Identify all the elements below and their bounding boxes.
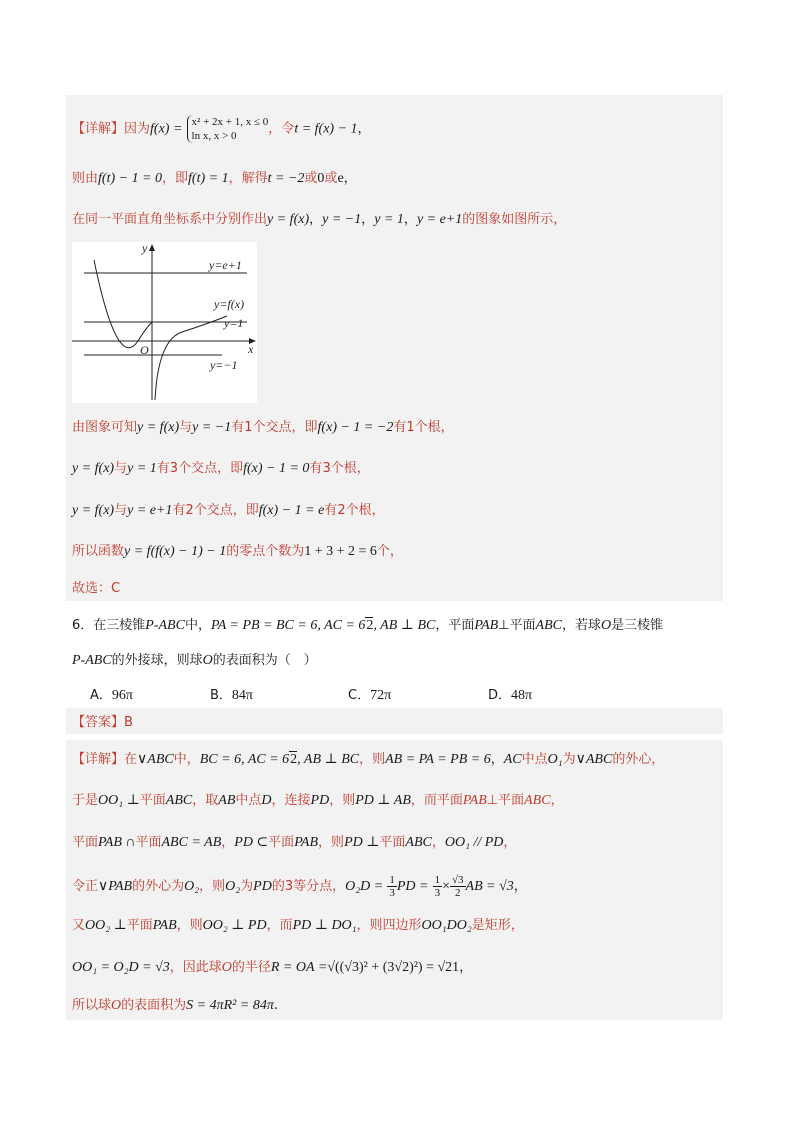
math: ABC	[535, 618, 562, 633]
math: S = 4πR² = 84π	[186, 998, 274, 1013]
math: , AB ⊥ BC	[373, 618, 436, 633]
math: y = e+1	[127, 503, 173, 518]
math: y = f(x)	[137, 420, 180, 435]
math: PD ⊂	[234, 835, 269, 850]
denominator: 3	[434, 887, 441, 899]
math: PAB	[294, 835, 319, 850]
math: ∨ABC	[575, 752, 613, 767]
text: 则由	[72, 171, 99, 186]
numerator: √3	[451, 874, 464, 886]
math: OO₁ = O₂D = √3	[72, 960, 170, 975]
text: 2	[185, 503, 194, 518]
text: ，	[513, 879, 527, 894]
math: ×	[442, 879, 450, 894]
text: 的零点个数为	[226, 544, 305, 559]
text: 由图象可知	[72, 420, 138, 435]
math: O₂	[225, 879, 241, 894]
math: PAB	[474, 618, 499, 633]
math-sqrt: 2	[290, 752, 298, 767]
text: 与	[114, 503, 128, 518]
result-line1	[72, 418, 454, 438]
text: 的表面积为（ ）	[212, 653, 317, 668]
text: 的表面积为	[121, 998, 187, 1013]
math: AC	[503, 752, 522, 767]
math: f(t) − 1 = 0	[98, 171, 163, 186]
math: PAB	[152, 918, 177, 933]
math: OO₂ ⊥	[85, 918, 127, 933]
text: 为	[240, 879, 254, 894]
text: ，	[459, 960, 473, 975]
text: ，	[550, 793, 564, 808]
text: 个交点，即	[178, 461, 244, 476]
text: 因为	[124, 121, 151, 137]
y-axis-arrow	[149, 244, 155, 251]
math: O₂D =	[345, 879, 384, 894]
numerator: 1	[389, 874, 395, 886]
text: ，	[503, 835, 517, 850]
solution1-line1	[72, 115, 371, 143]
math: , AB ⊥ BC	[297, 752, 360, 767]
text: 又	[72, 918, 86, 933]
text: ，	[221, 835, 235, 850]
label-y-e1: y=e+1	[209, 258, 242, 272]
math: f(t) = 1	[188, 171, 229, 186]
math: BC = 6, AC = 6	[199, 752, 290, 767]
math: PAB ∩	[98, 835, 136, 850]
math: OO₁ // PD	[444, 835, 504, 850]
math: PAB	[462, 793, 487, 808]
math: PD	[310, 793, 330, 808]
text: ，	[343, 171, 357, 186]
case1: x² + 2x + 1, x ≤ 0	[191, 116, 269, 128]
result-line2	[72, 459, 370, 479]
math: PA = PB = BC = 6, AC = 6	[210, 618, 366, 633]
answer-background	[66, 708, 723, 734]
text: 3	[322, 461, 331, 476]
choice-line: 故选：C	[72, 581, 121, 596]
option-d[interactable]	[488, 684, 532, 704]
text: 在	[124, 752, 138, 767]
label-y-fx: y=f(x)	[214, 297, 245, 311]
math: P-ABC	[72, 653, 112, 668]
text: 个根，	[414, 420, 454, 435]
text: 2	[337, 503, 346, 518]
text: ，则	[199, 879, 226, 894]
result-line3	[72, 501, 385, 521]
numerator: 1	[434, 874, 441, 886]
text: ，而平面	[410, 793, 463, 808]
x-axis-label: x	[248, 342, 254, 356]
solution2-line6	[72, 958, 472, 978]
text: ，则	[359, 752, 386, 767]
text: 3	[284, 879, 294, 894]
option-value: 84π	[231, 688, 253, 703]
math: ABC = AB	[161, 835, 222, 850]
text: 3	[169, 461, 179, 476]
math: OO₁DO₂	[421, 918, 472, 933]
denominator: 3	[389, 887, 395, 899]
answer-line	[72, 713, 133, 733]
option-label: D．	[488, 688, 512, 703]
text: 有	[393, 420, 407, 435]
text: ，则四边形	[356, 918, 422, 933]
question6-line2	[72, 651, 317, 671]
text: 为	[562, 752, 576, 767]
math: PD =	[396, 879, 429, 894]
text: ，	[403, 212, 417, 227]
math: y = f(f(x) − 1) − 1	[124, 544, 227, 559]
math: OO₁ ⊥	[98, 793, 140, 808]
text: ，	[357, 121, 371, 137]
math: AB	[218, 793, 236, 808]
graph-svg	[72, 242, 257, 403]
solution2-line5	[72, 916, 524, 936]
math: AB = √3	[465, 879, 514, 894]
math: y = f(x)	[267, 212, 310, 227]
option-a[interactable]	[90, 684, 133, 704]
text: ，	[309, 212, 323, 227]
text: ，连接	[271, 793, 311, 808]
math: ABC	[524, 793, 551, 808]
text: ，令	[268, 121, 295, 137]
summary-line	[72, 542, 403, 562]
label-y-1: y=1	[224, 316, 244, 330]
option-label: B．	[210, 688, 232, 703]
math: PD ⊥ AB	[355, 793, 411, 808]
text: 平面	[139, 793, 166, 808]
math: √((√3)² + (3√2)²) = √21	[327, 960, 460, 975]
text: ，取	[192, 793, 219, 808]
text: 1	[406, 420, 415, 435]
fraction	[450, 874, 466, 899]
text: ，而	[266, 918, 293, 933]
math: e	[337, 171, 344, 186]
text: ，	[431, 835, 445, 850]
math: O	[221, 960, 232, 975]
text: 的	[271, 879, 285, 894]
answer-value: B	[124, 715, 133, 730]
option-value: 72π	[370, 688, 392, 703]
case2: ln x, x > 0	[191, 130, 237, 142]
text: 的外心，	[612, 752, 665, 767]
text: 平面	[72, 835, 99, 850]
text: 所以函数	[72, 544, 125, 559]
text: ，则	[318, 835, 345, 850]
math: f(x) =	[150, 121, 183, 137]
math: R = OA =	[270, 960, 328, 975]
text: 中，	[173, 752, 200, 767]
option-label: A．	[90, 688, 112, 703]
text: ，	[490, 752, 504, 767]
text: 中，	[184, 618, 211, 633]
math: ABC	[405, 835, 432, 850]
math: t = −2	[267, 171, 305, 186]
math: y = f(x)	[72, 503, 115, 518]
math: O₂	[184, 879, 200, 894]
text: .	[273, 998, 278, 1013]
text: 或	[324, 171, 338, 186]
piecewise-function	[187, 115, 269, 143]
text: 有	[324, 503, 338, 518]
option-label: C．	[348, 688, 371, 703]
option-c[interactable]	[348, 684, 391, 704]
text: 或	[304, 171, 318, 186]
text: 是矩形，	[471, 918, 524, 933]
text: 的图象如图所示，	[462, 212, 567, 227]
text: 有	[231, 420, 245, 435]
math: y = e+1	[416, 212, 463, 227]
option-b[interactable]	[210, 684, 253, 704]
math: ∨PAB	[98, 879, 133, 894]
denominator: 2	[454, 887, 461, 899]
text: ，因此球	[169, 960, 222, 975]
text: 有	[172, 503, 186, 518]
math: P-ABC	[145, 618, 185, 633]
math-sqrt: 2	[366, 618, 374, 633]
option-value: 48π	[511, 688, 533, 703]
text: ⊥平面	[486, 793, 525, 808]
math: ∨ABC	[137, 752, 174, 767]
text: 的外心为	[132, 879, 185, 894]
text: 平面	[268, 835, 295, 850]
text: 的半径	[231, 960, 271, 975]
solution2-line7	[72, 996, 278, 1016]
label-y-minus1: y=−1	[210, 358, 238, 372]
text: ，若球	[561, 618, 601, 633]
text: ，	[361, 212, 375, 227]
math: PD ⊥ DO₁	[292, 918, 357, 933]
text: 有	[309, 461, 323, 476]
text: 的外接球，则球	[111, 653, 203, 668]
y-axis-label: y	[142, 242, 148, 255]
solution2-line2	[72, 791, 564, 811]
text: ，则	[329, 793, 356, 808]
math: t = f(x) − 1	[294, 121, 358, 137]
math: y = −1	[192, 420, 232, 435]
solution2-line3	[72, 833, 516, 853]
question6-line1	[72, 616, 663, 636]
math: y = 1	[127, 461, 157, 476]
text: ，平面	[435, 618, 475, 633]
text: 于是	[72, 793, 99, 808]
text: 在同一平面直角坐标系中分别作出	[72, 212, 268, 227]
text: 与	[179, 420, 193, 435]
solution1-line3	[72, 210, 566, 230]
math: PD ⊥	[344, 835, 380, 850]
math: 1 + 3 + 2 = 6	[304, 544, 377, 559]
text: 中点	[235, 793, 262, 808]
origin-label: O	[140, 343, 149, 357]
math: 0	[317, 171, 325, 186]
math: f(x) − 1 = −2	[317, 420, 394, 435]
math: f(x) − 1 = e	[258, 503, 325, 518]
math: OO₂ ⊥ PD	[202, 918, 267, 933]
math: O	[202, 653, 213, 668]
solution1-line2	[72, 169, 357, 189]
text: 个交点，即	[193, 503, 259, 518]
text: 平面	[379, 835, 406, 850]
function-graph	[72, 242, 257, 403]
question-number: 6．在三棱锥	[72, 618, 146, 633]
text: 令正	[72, 879, 99, 894]
detail-tag: 【详解】	[72, 752, 125, 767]
solution2-line1	[72, 750, 664, 770]
math: ABC	[165, 793, 193, 808]
answer-tag: 【答案】	[72, 715, 125, 730]
math: D	[261, 793, 272, 808]
text: 有	[156, 461, 170, 476]
fraction	[433, 874, 443, 899]
text: 平面	[126, 918, 153, 933]
text: 所以球	[72, 998, 112, 1013]
text: ，则	[176, 918, 203, 933]
text: ，即	[162, 171, 189, 186]
math: PD	[253, 879, 272, 894]
math: y = −1	[322, 212, 362, 227]
text: ⊥平面	[498, 618, 536, 633]
option-value: 96π	[111, 688, 133, 703]
math: y = 1	[374, 212, 404, 227]
fraction	[387, 874, 397, 899]
text: 是三棱锥	[611, 618, 664, 633]
text: 个根，	[330, 461, 370, 476]
text: 与	[114, 461, 128, 476]
text: 中点	[521, 752, 548, 767]
text: 个交点，即	[252, 420, 318, 435]
math: f(x) − 1 = 0	[243, 461, 310, 476]
text: 个根，	[345, 503, 385, 518]
detail-tag: 【详解】	[72, 121, 125, 137]
solution2-line4	[72, 874, 527, 899]
text: 1	[244, 420, 253, 435]
text: ，解得	[228, 171, 268, 186]
math: y = f(x)	[72, 461, 115, 476]
text: 个，	[376, 544, 403, 559]
text: 等分点，	[293, 879, 346, 894]
math: O	[601, 618, 612, 633]
math: O	[111, 998, 122, 1013]
math: O₁	[547, 752, 563, 767]
text: 平面	[135, 835, 162, 850]
math: AB = PA = PB = 6	[385, 752, 491, 767]
